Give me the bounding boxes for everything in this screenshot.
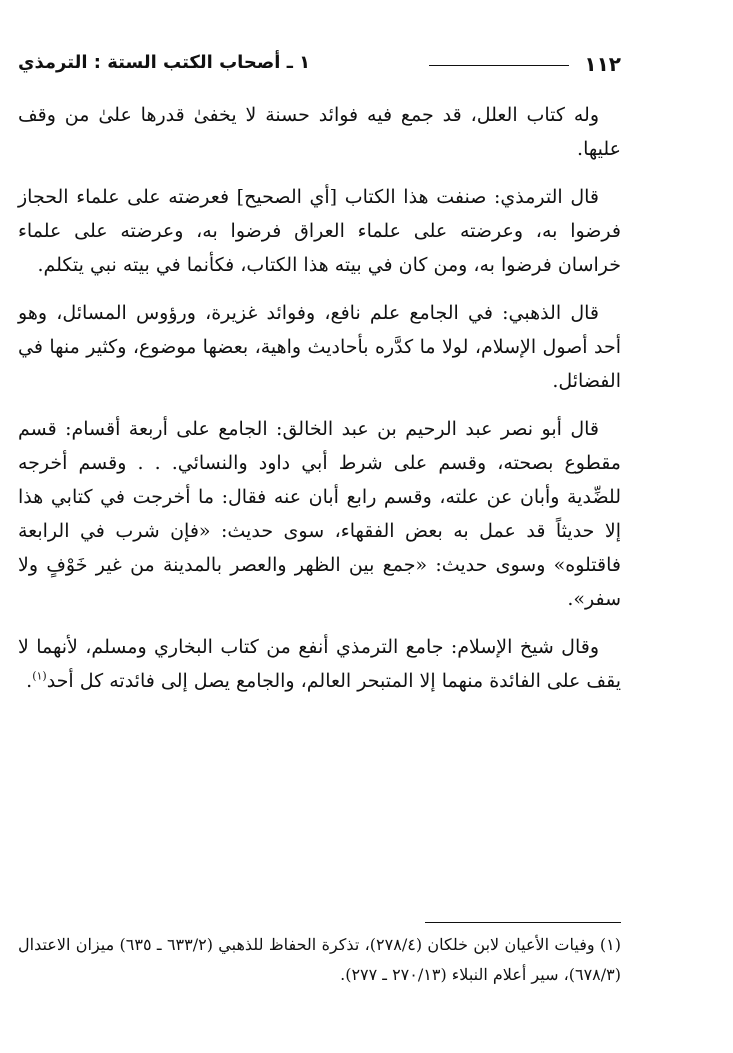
footnote-separator: [425, 922, 621, 923]
paragraph-last: [18, 630, 621, 698]
header-rule: [429, 65, 569, 66]
paragraph-end: .: [26, 670, 33, 692]
paragraph: وله كتاب العلل، قد جمع فيه فوائد حسنة لا يخفىٰ قدرها علىٰ من وقف عليها.: [18, 104, 621, 160]
footnotes: [18, 930, 621, 990]
paragraph: قال الذهبي: في الجامع علم نافع، وفوائد غزيرة، ورؤوس المسائل، وهو أحد أصول الإسلام، لولا ما كدَّره بأحاديث واهية، بعضها موضوع، وكثير منها في الفضائل.: [18, 302, 621, 392]
running-title: ١ ـ أصحاب الكتب الستة : الترمذي: [18, 52, 311, 73]
paragraph: قال الترمذي: صنفت هذا الكتاب [أي الصحيح] فعرضته على علماء الحجاز فرضوا به، وعرضته على علماء العراق فرضوا به، وعرضته على علماء خراسان فرضوا به، ومن كان في بيته هذا الكتاب، فكأنما في بيته نبي يتكلم.: [18, 186, 621, 276]
paragraph: قال أبو نصر عبد الرحيم بن عبد الخالق: الجامع على أربعة أقسام: قسم مقطوع بصحته، وقسم على شرط أبي داود والنسائي. . . وقسم أخرجه للضِّدية وأبان عن علته، وقسم رابع أبان عنه فقال: ما أخرجت في كتابي هذا إلا حديثاً قد عمل به بعض الفقهاء، سوى حديث: «فإن شرب في الرابعة فاقتلوه» وسوى حديث: «جمع بين الظهر والعصر بالمدينة من غير خَوْفٍ ولا سفر».: [18, 418, 621, 610]
footnote-reference: (١): [32, 669, 47, 683]
paragraph-text: وقال شيخ الإسلام: جامع الترمذي أنفع من كتاب البخاري ومسلم، لأنهما لا يقف على الفائدة منهما إلا المتبحر العالم، والجامع يصل إلى فائدته كل أحد: [18, 636, 621, 692]
page-number: ١١٢: [584, 52, 621, 76]
footnote-1: (١) وفيات الأعيان لابن خلكان (٢٧٨/٤)، تذكرة الحفاظ للذهبي (٦٣٣/٢ ـ ٦٣٥) ميزان الاعتدال (٦٧٨/٣)، سير أعلام النبلاء (٢٧٠/١٣ ـ ٢٧٧).: [18, 935, 622, 984]
page-header: [18, 52, 621, 92]
main-text: [18, 98, 621, 712]
